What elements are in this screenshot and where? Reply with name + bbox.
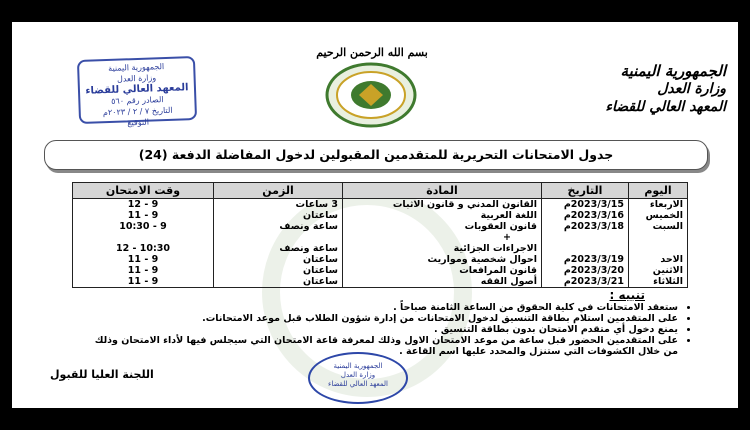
- round-stamp-line-1: الجمهورية اليمنية: [333, 362, 383, 370]
- exam-schedule-table: [72, 182, 688, 288]
- cell-subject: اللغة العربية: [343, 210, 542, 221]
- stamp-line-6: التوقيع: [127, 117, 150, 128]
- list-item: • على المتقدمين الحضور قبل ساعة من موعد الامتحان الاول وذلك لمعرفة قاعة الامتحان التي سيجلس فيها لأداء الامتحان وذلك من خلال الكشوفات التي ستنزل والمحدد عليها اسم القاعة .: [78, 335, 678, 357]
- cell-time: 9 - 11: [73, 210, 214, 221]
- cell-date: 2023/3/19م: [542, 254, 629, 265]
- cell-day: الاربعاء: [629, 199, 688, 211]
- cell-duration: ساعتان: [214, 265, 343, 276]
- registration-stamp: [77, 56, 197, 128]
- cell-subject: القانون المدني و قانون الاثبات: [343, 199, 542, 211]
- col-header-day: اليوم: [629, 183, 688, 199]
- col-header-subject: المادة: [343, 183, 542, 199]
- col-header-date: التاريخ: [542, 183, 629, 199]
- institute-round-stamp: [308, 352, 408, 404]
- stamp-line-2: وزارة العدل: [116, 73, 157, 84]
- document-page: [12, 22, 738, 408]
- cell-duration: ساعتان: [214, 276, 343, 288]
- stamp-line-1: الجمهورية اليمنية: [108, 62, 165, 73]
- header-line-1: الجمهورية اليمنية: [620, 62, 726, 80]
- cell-time: 9 - 11: [73, 265, 214, 276]
- committee-signature: اللجنة العليا للقبول: [50, 368, 154, 381]
- stamp-line-4: الصادر رقم ٥٦٠: [110, 95, 164, 106]
- cell-date: 2023/3/18م: [542, 221, 629, 254]
- table-header-row: [73, 183, 688, 199]
- table-row: [73, 199, 688, 211]
- cell-day: السبت: [629, 221, 688, 254]
- round-stamp-line-3: المعهد العالي للقضاء: [328, 380, 388, 388]
- table-row: [73, 254, 688, 265]
- plus-sign: +: [503, 232, 511, 243]
- cell-date: 2023/3/20م: [542, 265, 629, 276]
- cell-time: [73, 221, 214, 254]
- col-header-duration: الزمن: [214, 183, 343, 199]
- cell-subject: قانون المرافعات: [343, 265, 542, 276]
- time-line-2: 10:30 - 12: [115, 243, 171, 254]
- table-row: [73, 221, 688, 254]
- duration-line-1: ساعة ونصف: [279, 221, 338, 232]
- document-title: جدول الامتحانات التحريرية للمتقدمين المقبولين لدخول المفاضلة الدفعة (24): [44, 140, 708, 170]
- cell-day: الخميس: [629, 210, 688, 221]
- cell-date: 2023/3/16م: [542, 210, 629, 221]
- table-row: [73, 276, 688, 288]
- list-item: • ستعقد الامتحانات في كلية الحقوق من الساعة الثامنة صباحاً .: [78, 302, 678, 313]
- header-line-3: المعهد العالي للقضاء: [605, 99, 726, 115]
- col-header-time: وقت الامتحان: [73, 183, 214, 199]
- list-item: • على المتقدمين استلام بطاقة التنسيق لدخول الامتحانات من إدارة شؤون الطلاب قبل موعد الامتحانات.: [78, 313, 678, 324]
- cell-day: الاثنين: [629, 265, 688, 276]
- header-line-2: وزارة العدل: [657, 81, 726, 97]
- cell-subject: احوال شخصية ومواريث: [343, 254, 542, 265]
- stamp-line-3: المعهد العالي للقضاء: [85, 82, 189, 97]
- cell-time: 9 - 12: [73, 199, 214, 211]
- list-item: • يمنع دخول أي متقدم الامتحان بدون بطاقة التنسيق .: [78, 324, 678, 335]
- subject-line-2: الاجراءات الجزائية: [453, 243, 537, 254]
- basmala: بسم الله الرحمن الرحيم: [316, 46, 428, 59]
- round-stamp-line-2: وزارة العدل: [340, 371, 376, 379]
- ministry-emblem: [324, 62, 418, 128]
- cell-date: 2023/3/21م: [542, 276, 629, 288]
- cell-time: 9 - 11: [73, 254, 214, 265]
- subject-line-1: قانون العقوبات: [464, 221, 537, 232]
- time-line-1: 9 - 10:30: [119, 221, 167, 232]
- notes-title: تنبيه :: [609, 288, 645, 302]
- cell-time: 9 - 11: [73, 276, 214, 288]
- cell-duration: [214, 221, 343, 254]
- duration-line-2: ساعة ونصف: [279, 243, 338, 254]
- notes-list: [78, 302, 690, 357]
- cell-date: 2023/3/15م: [542, 199, 629, 211]
- cell-duration: ساعتان: [214, 254, 343, 265]
- cell-day: الثلاثاء: [629, 276, 688, 288]
- cell-duration: ساعتان: [214, 210, 343, 221]
- table-row: [73, 265, 688, 276]
- cell-subject: أصول الفقه: [343, 276, 542, 288]
- cell-subject: [343, 221, 542, 254]
- cell-day: الاحد: [629, 254, 688, 265]
- cell-duration: 3 ساعات: [214, 199, 343, 211]
- table-row: [73, 210, 688, 221]
- stamp-line-5: التاريخ ٧ / ٢ / ٢٠٢٣م: [102, 105, 173, 118]
- institution-header: [605, 62, 726, 116]
